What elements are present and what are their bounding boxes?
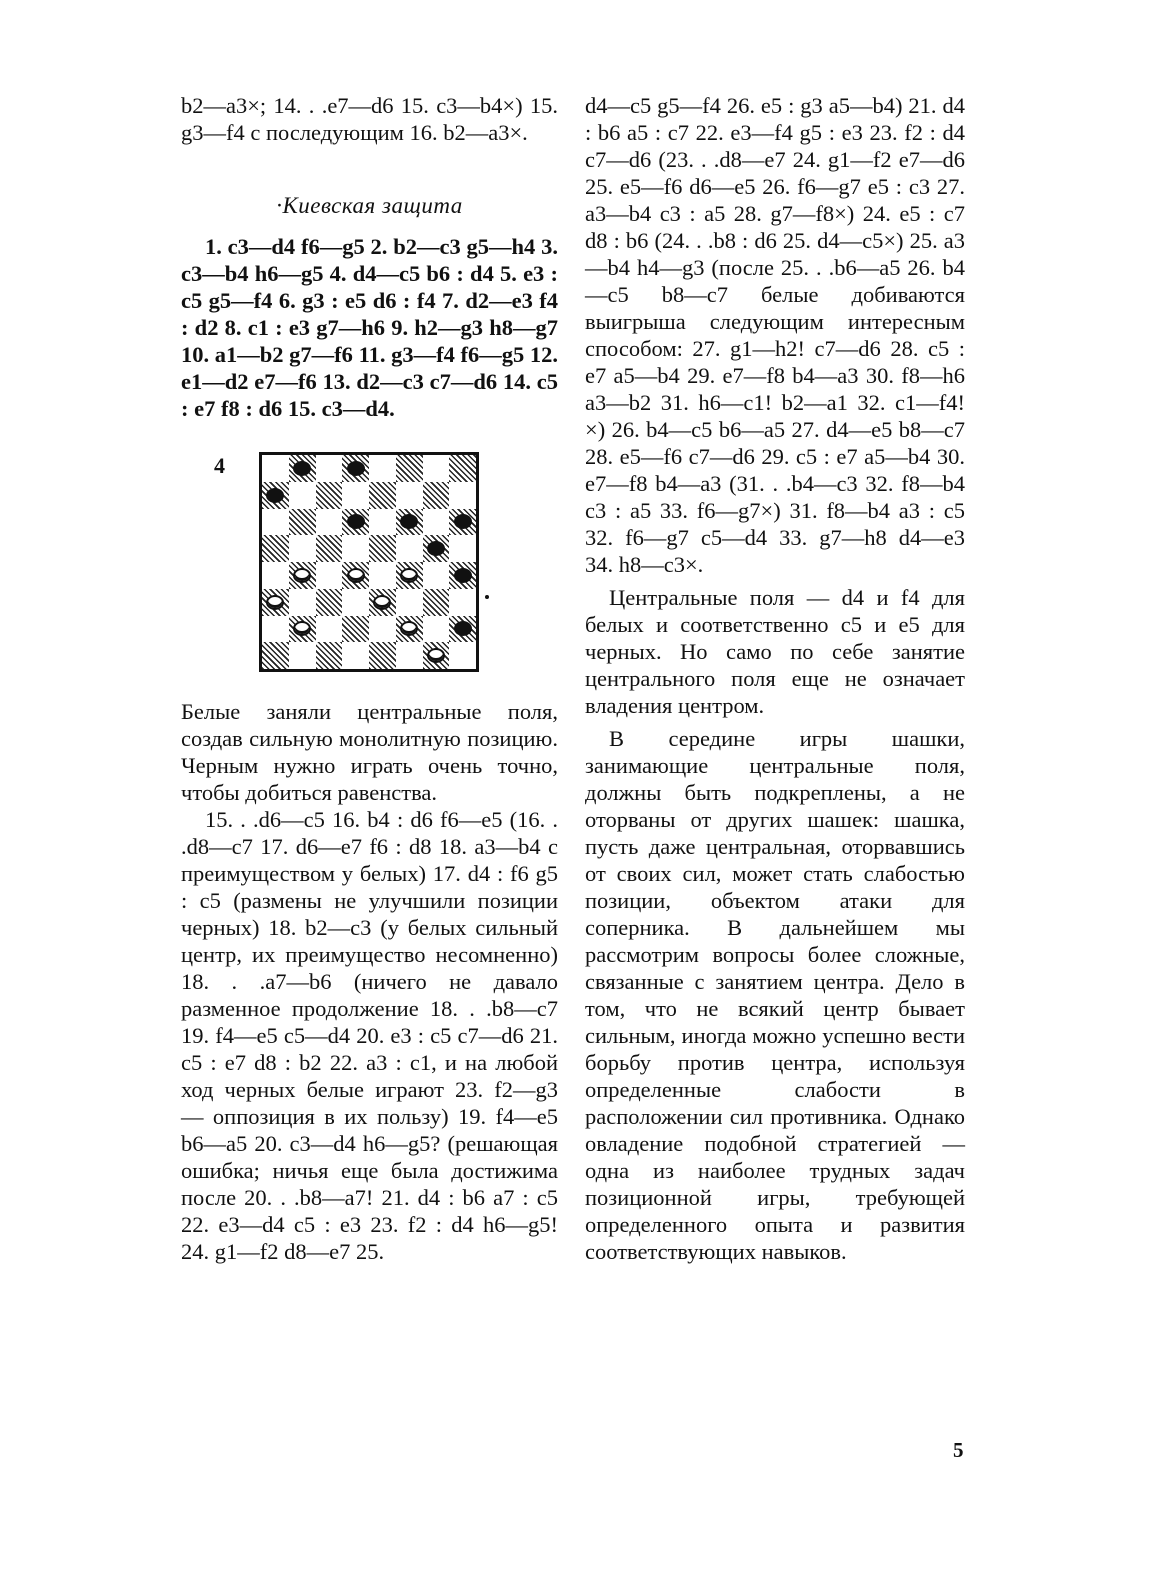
black-checker: [293, 461, 311, 476]
board-square: [262, 509, 289, 536]
diagram-number: 4: [214, 453, 225, 478]
board-square: [316, 642, 343, 669]
right-column: [585, 92, 965, 1265]
board-square: [342, 455, 369, 482]
board-square: [423, 455, 450, 482]
white-checker: [427, 648, 445, 663]
board-square: [342, 482, 369, 509]
black-checker: [347, 461, 365, 476]
board-square: [369, 616, 396, 643]
board-square: [262, 455, 289, 482]
board-square: [396, 589, 423, 616]
continuation-left: 15. . .d6—c5 16. b4 : d6 f6—e5 (16. . .d8—c7 17. d6—e7 f6 : d8 18. a3—b4 с преимуществом у белых) 17. d4 : f6 g5 : c5 (размены не улучшили позиции черных) 18. b2—c3 (у белых сильный центр, их преимущество несомненно) 18. . .a7—b6 (ничего не давало разменное продолжение 18. . .b8—c7 19. f4—e5 c5—d4 20. e3 : c5 c7—d6 21. c5 : e7 d8 : b2 22. a3 : c1, и на любой ход черных белые играют 23. f2—g3 — оппозиция в их пользу) 19. f4—e5 b6—a5 20. c3—d4 h6—g5? (решающая ошибка; ничья еще была достижима после 20. . .b8—a7! 21. d4 : b6 a7 : c5 22. e3—d4 c5 : e3 23. f2 : d4 h6—g5! 24. g1—f2 d8—e7 25.: [181, 807, 558, 1264]
board-square: [396, 509, 423, 536]
black-checker: [347, 514, 365, 529]
board-square: [449, 509, 476, 536]
board-square: [342, 535, 369, 562]
white-checker: [293, 621, 311, 636]
board-square: [289, 535, 316, 562]
white-checker: [400, 621, 418, 636]
diagram: [181, 452, 558, 680]
board-square: [289, 562, 316, 589]
board-square: [396, 535, 423, 562]
board-square: [262, 616, 289, 643]
black-checker: [454, 568, 472, 583]
board-square: [449, 482, 476, 509]
checkers-board: [259, 452, 479, 672]
board-square: [316, 562, 343, 589]
board-square: [449, 616, 476, 643]
board-square: [342, 589, 369, 616]
board-square: [289, 509, 316, 536]
board-square: [369, 642, 396, 669]
board-square: [262, 642, 289, 669]
board-square: [423, 509, 450, 536]
board-square: [289, 616, 316, 643]
board-square: [396, 642, 423, 669]
section-title: ·Киевская защита: [276, 193, 463, 218]
white-checker: [347, 568, 365, 583]
board-square: [396, 562, 423, 589]
continuation-right: d4—c5 g5—f4 26. e5 : g3 a5—b4) 21. d4 : b6 a5 : c7 22. e3—f4 g5 : e3 23. f2 : d4 c7—d6 (23. . .d8—e7 24. g1—f2 e7—d6 25. e5—f6 d6—e5 26. f6—g7 e5 : c3 27. a3—b4 c3 : a5 28. g7—f8×) 24. e5 : c7 d8 : b6 (24. . .b8 : d6 25. d4—c5×) 25. a3—b4 h4—g3 (после 25. . .b6—a5 26. b4—c5 b8—c7 белые добиваются выигрыша следующим интересным способом: 27. g1—h2! c7—d6 28. c5 : e7 a5—b4 29. e7—f8 b4—a3 30. f8—h6 a3—b2 31. h6—c1! b2—a1 32. c1—f4!×) 26. b4—c5 b6—a5 27. d4—e5 b8—c7 28. e5—f6 c7—d6 29. c5 : e7 a5—b4 30. e7—f8 b4—a3 (31. . .b4—c3 32. f8—b4 c3 : a5 33. f6—g7×) 31. f8—b4 a3 : c5 32. f6—g7 c5—d4 33. g7—h8 d4—e3 34. h8—c3×.: [585, 93, 965, 577]
board-square: [369, 455, 396, 482]
black-checker: [454, 621, 472, 636]
intro-paragraph: b2—a3×; 14. . .e7—d6 15. c3—b4×) 15. g3—f4 с последующим 16. b2—a3×.: [181, 93, 558, 145]
board-square: [423, 562, 450, 589]
board-square: [449, 562, 476, 589]
board-square: [369, 562, 396, 589]
black-checker: [454, 514, 472, 529]
board-square: [289, 455, 316, 482]
paragraph-middlegame: В середине игры шашки, занимающие центральные поля, должны быть подкреплены, а не оторваны от других шашек: шашка, пусть даже центральная, оторвавшись от своих сил, может стать слабостью позиции, объектом атаки для соперника. В дальнейшем мы рассмотрим вопросы более сложные, связанные с занятием центра. Дело в том, что не всякий центр бывает сильным, иногда можно успешно вести борьбу против центра, используя определенные слабости в расположении сил противника. Однако овладение подобной стратегией — одна из наиболее трудных задач позиционной игры, требующей определенного опыта и развития соответствующих навыков.: [585, 726, 965, 1264]
board-square: [262, 535, 289, 562]
board-square: [316, 616, 343, 643]
board-square: [449, 642, 476, 669]
black-checker: [427, 541, 445, 556]
board-square: [396, 455, 423, 482]
page-number: 5: [953, 1438, 964, 1462]
board-square: [262, 589, 289, 616]
board-square: [369, 589, 396, 616]
board-square: [369, 482, 396, 509]
board-square: [342, 509, 369, 536]
opening-moves: 1. c3—d4 f6—g5 2. b2—c3 g5—h4 3. c3—b4 h6—g5 4. d4—c5 b6 : d4 5. e3 : c5 g5—f4 6. g3 : e5 d6 : f4 7. d2—e3 f4 : d2 8. c1 : e3 g7—h6 9. h2—g3 h8—g7 10. a1—b2 g7—f6 11. g3—f4 f6—g5 12. e1—d2 e7—f6 13. d2—c3 c7—d6 14. c5 : e7 f8 : d6 15. c3—d4.: [181, 234, 558, 421]
board-square: [316, 535, 343, 562]
board-square: [449, 535, 476, 562]
board-square: [369, 509, 396, 536]
board-square: [396, 482, 423, 509]
black-checker: [266, 488, 284, 503]
board-square: [342, 616, 369, 643]
board-square: [262, 482, 289, 509]
board-square: [423, 482, 450, 509]
diagram-caption: Белые заняли центральные поля, создав сильную монолитную позицию. Черным нужно играть очень точно, чтобы добиться равенства.: [181, 699, 558, 805]
board-square: [289, 642, 316, 669]
board-side-marker: [485, 595, 489, 599]
white-checker: [373, 595, 391, 610]
paragraph-central-fields: Центральные поля — d4 и f4 для белых и соответственно c5 и e5 для черных. Но само по себе занятие центрального поля еще не означает владения центром.: [585, 585, 965, 718]
board-square: [423, 642, 450, 669]
board-square: [289, 482, 316, 509]
white-checker: [266, 595, 284, 610]
white-checker: [293, 568, 311, 583]
board-square: [316, 482, 343, 509]
board-square: [449, 455, 476, 482]
white-checker: [400, 568, 418, 583]
left-column: [181, 92, 558, 1265]
black-checker: [400, 514, 418, 529]
board-square: [423, 589, 450, 616]
board-square: [316, 589, 343, 616]
board-square: [342, 562, 369, 589]
board-square: [396, 616, 423, 643]
board-square: [316, 509, 343, 536]
board-square: [316, 455, 343, 482]
board-square: [289, 589, 316, 616]
board-square: [423, 535, 450, 562]
board-square: [449, 589, 476, 616]
board-square: [369, 535, 396, 562]
board-square: [423, 616, 450, 643]
board-square: [262, 562, 289, 589]
board-square: [342, 642, 369, 669]
